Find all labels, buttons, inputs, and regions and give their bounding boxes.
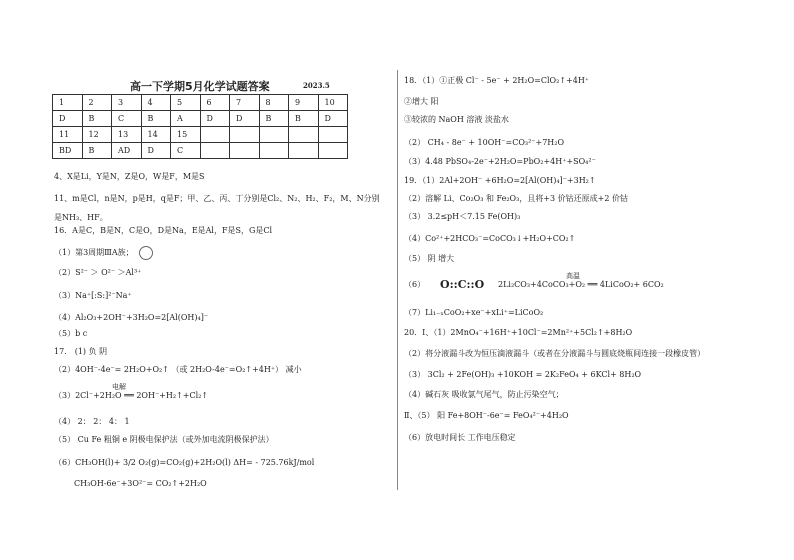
answer-q17-5: （5） Cu Fe 粗铜 e 阴极电保护法（或外加电流阴极保护法）	[54, 435, 274, 444]
answer-q19-6: （6）	[404, 280, 426, 289]
answer-q17-4: （4） 2： 2： 4： 1	[54, 417, 130, 426]
table-cell	[230, 143, 260, 159]
answer-q16-2: （2）S²⁻ ＞ O²⁻ ＞Al³⁺	[54, 268, 142, 277]
table-row	[53, 95, 348, 111]
table-row	[53, 111, 348, 127]
table-cell: C	[112, 111, 142, 127]
table-cell: B	[141, 111, 171, 127]
table-cell	[289, 143, 319, 159]
answer-q18-4: （2） CH₄ - 8e⁻ + 10OH⁻=CO₃²⁻+7H₂O	[404, 138, 565, 147]
answer-q17-6: （6）CH₃OH(l)+ 3/2 O₂(g)=CO₂(g)+2H₂O(l) ΔH= - 725.76kJ/mol	[54, 458, 315, 467]
page-title: 高一下学期5月化学试题答案	[130, 80, 270, 93]
answer-q20-3: （3） 3Cl₂ + 2Fe(OH)₃ +10KOH = 2K₂FeO₄ + 6KCl+ 8H₂O	[404, 370, 642, 379]
atom-structure-icon	[139, 246, 153, 260]
answer-q17-2: （2）4OH⁻-4e⁻= 2H₂O+O₂↑ （或 2H₂O-4e⁻=O₂↑+4H⁺） 减小	[54, 365, 302, 374]
answer-q16-3: （3）Na⁺[:S:]²⁻Na⁺	[54, 291, 132, 300]
table-cell: A	[171, 111, 201, 127]
table-cell: B	[82, 143, 112, 159]
answer-q19-3: （3） 3.2≤pH＜7.15 Fe(OH)₃	[404, 212, 521, 221]
answer-q16-4: （4）Al₂O₃+2OH⁻+3H₂O=2[Al(OH)₄]⁻	[54, 313, 209, 322]
answer-q20-1: 20．Ⅰ、（1）2MnO₄⁻+16H⁺+10Cl⁻=2Mn²⁺+5Cl₂↑+8H₂O	[404, 328, 633, 337]
answer-q18-1: 18．（1）①正极 Cl⁻ - 5e⁻ + 2H₂O=ClO₂↑+4H⁺	[404, 76, 590, 85]
table-cell: 3	[112, 95, 142, 111]
table-cell	[259, 127, 289, 143]
high-temp-label: 高温	[566, 272, 580, 280]
table-cell: 10	[318, 95, 348, 111]
table-cell: 2	[82, 95, 112, 111]
answer-q19-4: （4）Co²⁺+2HCO₃⁻=CoCO₃↓+H₂O+CO₂↑	[404, 234, 576, 243]
table-cell: BD	[53, 143, 83, 159]
answer-q20-2: （2）将分液漏斗改为恒压滴液漏斗（或者在分液漏斗与圆底烧瓶间连接一段橡皮管）	[404, 349, 706, 358]
answer-q19-7: （7）Li₁₋ₓCoO₂+xe⁻+xLi⁺=LiCoO₂	[404, 308, 544, 317]
answer-q20-5: Ⅱ、（5） 阳 Fe+8OH⁻-6e⁻= FeO₄²⁻+4H₂O	[404, 411, 569, 420]
table-cell: 13	[112, 127, 142, 143]
table-cell: B	[289, 111, 319, 127]
table-cell	[200, 143, 230, 159]
table-cell: 12	[82, 127, 112, 143]
table-cell: 4	[141, 95, 171, 111]
table-cell	[200, 127, 230, 143]
table-cell: D	[318, 111, 348, 127]
table-cell: 8	[259, 95, 289, 111]
table-cell	[318, 143, 348, 159]
page-date: 2023.5	[303, 81, 330, 90]
table-cell	[259, 143, 289, 159]
answer-q20-6: （6）放电时间长 工作电压稳定	[404, 433, 516, 442]
answer-q17-6b: CH₃OH-6e⁻+3O²⁻= CO₂↑+2H₂O	[74, 479, 207, 488]
table-cell: D	[230, 111, 260, 127]
column-divider	[397, 70, 398, 490]
answer-q19-2: （2）溶解 Li、Co₂O₃ 和 Fe₂O₃，且将+3 价钴还原成+2 价钴	[404, 194, 628, 203]
table-cell	[289, 127, 319, 143]
answer-q17-3: （3）2Cl⁻+2H₂O ══ 2OH⁻+H₂↑+Cl₂↑	[54, 391, 209, 400]
table-cell	[318, 127, 348, 143]
answer-q18-2: ②增大 阳	[404, 97, 439, 106]
answer-q18-3: ③较浓的 NaOH 溶液 淡盐水	[404, 115, 509, 124]
answer-q19-5: （5） 阴 增大	[404, 254, 455, 263]
answer-q11: 11、m是Cl，n是N，p是H，q是F；甲、乙、丙、丁分别是Cl₂、N₂、H₂、F₂，M、N分别是NH₃、HF。	[54, 194, 380, 222]
table-cell: 14	[141, 127, 171, 143]
answer-q19-1: 19．（1）2Al+2OH⁻ +6H₂O=2[Al(OH)₄]⁻+3H₂↑	[404, 176, 596, 185]
answer-q4: 4、X是Li，Y是N，Z是O，W是F，M是S	[54, 172, 205, 181]
table-cell: D	[53, 111, 83, 127]
table-cell: B	[82, 111, 112, 127]
answer-q17: 17． (1) 负 阴	[54, 347, 108, 356]
table-cell: 6	[200, 95, 230, 111]
table-cell: 7	[230, 95, 260, 111]
table-cell	[230, 127, 260, 143]
co2-electron-formula: O::C::O	[440, 278, 485, 291]
table-cell: D	[141, 143, 171, 159]
answer-q18-5: （3）4.48 PbSO₄-2e⁻+2H₂O=PbO₂+4H⁺+SO₄²⁻	[404, 157, 596, 166]
table-cell: 1	[53, 95, 83, 111]
answer-q16-1-text: （1）第3周期ⅢA族；	[54, 248, 134, 257]
table-cell: B	[259, 111, 289, 127]
electrolysis-label: 电解	[112, 383, 126, 391]
table-cell: AD	[112, 143, 142, 159]
table-cell: 11	[53, 127, 83, 143]
answer-q16: 16．A是C，B是N，C是O，D是Na，E是Al，F是S，G是Cl	[54, 226, 273, 235]
answer-q16-1	[54, 246, 153, 260]
table-cell: C	[171, 143, 201, 159]
table-cell: 5	[171, 95, 201, 111]
answer-q16-5: （5）b c	[54, 329, 88, 338]
answer-q20-4: （4）碱石灰 吸收氯气尾气，防止污染空气；	[404, 390, 564, 399]
table-cell: 15	[171, 127, 201, 143]
table-row	[53, 143, 348, 159]
table-cell: D	[200, 111, 230, 127]
table-cell: 9	[289, 95, 319, 111]
answer-q19-6-eq: 2Li₂CO₃+4CoCO₃+O₂ ══ 4LiCoO₂+ 6CO₂	[498, 280, 664, 289]
table-row	[53, 127, 348, 143]
answer-table	[52, 94, 348, 159]
